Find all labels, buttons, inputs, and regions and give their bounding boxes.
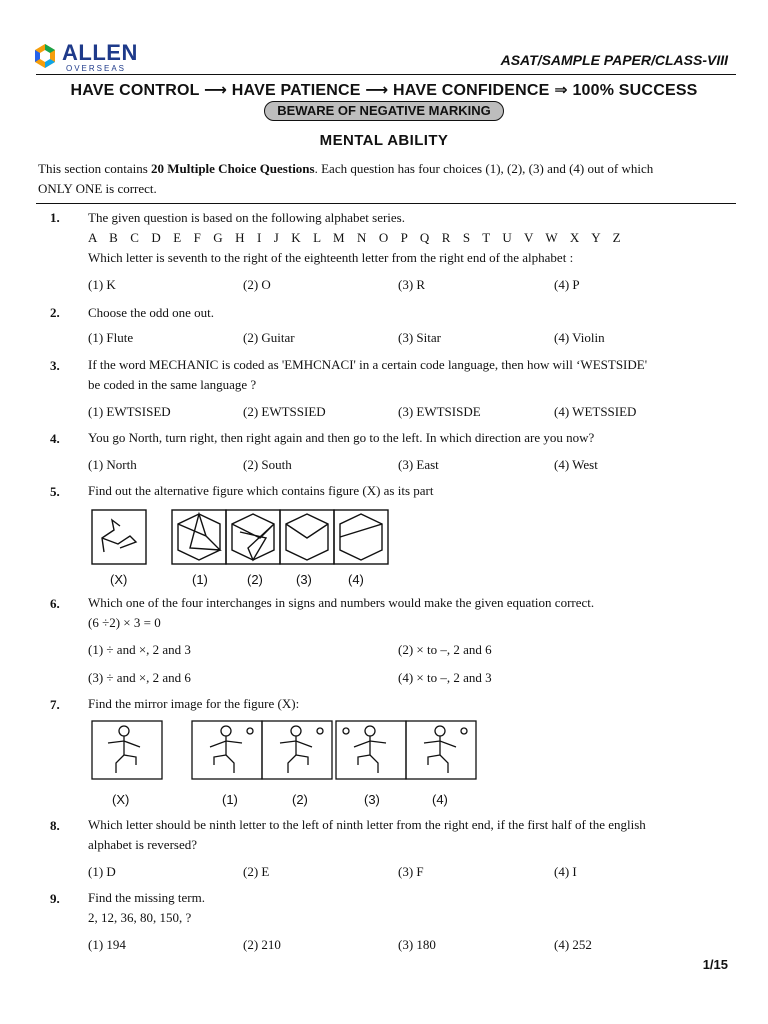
figure-option-4-box (406, 721, 476, 779)
figure-option-1-box (172, 510, 226, 564)
figure-option-1-box (192, 721, 262, 779)
figure-option-4-person (424, 726, 467, 773)
question-number: 3. (50, 358, 60, 373)
option-1: (1) 194 (88, 937, 126, 952)
badge-row (0, 101, 768, 121)
option-2: (2) O (243, 277, 271, 292)
question-number: 8. (50, 818, 60, 833)
figure-option-2-lines (232, 524, 274, 560)
figure-q5 (90, 508, 390, 566)
question-text (88, 481, 734, 501)
option-4: (4) × to –, 2 and 3 (398, 670, 492, 685)
question-number: 7. (50, 697, 60, 712)
negative-marking-badge: BEWARE OF NEGATIVE MARKING (264, 101, 504, 121)
option-1: (1) ÷ and ×, 2 and 3 (88, 642, 191, 657)
figure-x-box (92, 721, 162, 779)
option-3: (3) 180 (398, 937, 436, 952)
option-4: (4) WETSSIED (554, 404, 637, 419)
intro-divider (36, 203, 736, 204)
figure-option-4-lines (340, 524, 382, 537)
figure-option-3-lines (286, 524, 328, 538)
question-text (88, 208, 734, 268)
question-line: The given question is based on the following alphabet series. (88, 210, 405, 225)
question-line: Find the missing term. (88, 890, 205, 905)
option-3: (3) R (398, 277, 426, 292)
option-2: (2) E (243, 864, 270, 879)
figure-label: (3) (296, 572, 312, 587)
question-line: If the word MECHANIC is coded as 'EMHCNACI' in a certain code language, then how will ‘WESTSIDE' (88, 357, 648, 372)
figure-label: (X) (112, 792, 130, 807)
intro-text-1: This section contains (38, 161, 148, 176)
question-text (88, 888, 734, 928)
option-3: (3) Sitar (398, 330, 441, 345)
section-intro (38, 159, 732, 199)
option-2: (2) × to –, 2 and 6 (398, 642, 492, 657)
figure-option-1-lines (178, 514, 220, 550)
option-1: (1) D (88, 864, 116, 879)
question-line: be coded in the same language ? (88, 377, 257, 392)
intro-bold: 20 Multiple Choice Questions (151, 161, 315, 176)
question-text (88, 593, 734, 633)
question-number: 4. (50, 431, 60, 446)
option-2: (2) Guitar (243, 330, 295, 345)
question-number: 6. (50, 596, 60, 611)
alphabet-series: A B C D E F G H I J K L M N O P Q R S T U V W X Y Z (88, 230, 626, 245)
question-line: alphabet is reversed? (88, 837, 198, 852)
question-line: Find the mirror image for the figure (X): (88, 696, 300, 711)
option-1: (1) North (88, 457, 137, 472)
figure-x-box (92, 510, 146, 564)
figure-x-shape (102, 520, 120, 552)
figure-option-2-box (262, 721, 332, 779)
question-number: 1. (50, 210, 60, 225)
question-text (88, 428, 734, 448)
question-number: 5. (50, 484, 60, 499)
question-text (88, 303, 734, 323)
logo-word: ALLEN (62, 40, 138, 65)
option-3: (3) East (398, 457, 439, 472)
figure-label: (4) (348, 572, 364, 587)
option-4: (4) Violin (554, 330, 605, 345)
question-equation: (6 ÷2) × 3 = 0 (88, 615, 161, 630)
question-text (88, 355, 734, 395)
question-line: You go North, turn right, then right again and then go to the left. In which direction are you now? (88, 430, 595, 445)
option-4: (4) 252 (554, 937, 592, 952)
figure-x-person (108, 726, 140, 773)
figure-option-1-hexagon (178, 514, 220, 560)
figure-label: (X) (110, 572, 128, 587)
option-1: (1) Flute (88, 330, 134, 345)
question-text (88, 694, 734, 714)
figure-option-2-box (226, 510, 280, 564)
question-line: Which one of the four interchanges in signs and numbers would make the given equation correct. (88, 595, 595, 610)
intro-text-2: . Each question has four choices (1), (2), (3) and (4) out of which (314, 161, 654, 176)
intro-text-3: ONLY ONE is correct. (38, 181, 157, 196)
question-number: 2. (50, 305, 60, 320)
figure-label: (2) (292, 792, 308, 807)
question-number: 9. (50, 891, 60, 906)
figure-option-2-person (280, 726, 323, 773)
figure-label: (2) (247, 572, 263, 587)
option-1: (1) EWTSISED (88, 404, 171, 419)
figure-option-3-box (336, 721, 406, 779)
option-3: (3) ÷ and ×, 2 and 6 (88, 670, 191, 685)
figure-option-4-hexagon (340, 514, 382, 560)
question-line: Choose the odd one out. (88, 305, 215, 320)
option-4: (4) West (554, 457, 598, 472)
page-number: 1/15 (702, 957, 728, 972)
figure-label: (1) (192, 572, 208, 587)
allen-logo (34, 42, 154, 76)
figure-q7 (90, 719, 478, 781)
option-2: (2) EWTSSIED (243, 404, 326, 419)
section-title: MENTAL ABILITY (319, 132, 449, 149)
option-1: (1) K (88, 277, 116, 292)
question-sequence: 2, 12, 36, 80, 150, ? (88, 910, 192, 925)
option-2: (2) South (243, 457, 292, 472)
option-2: (2) 210 (243, 937, 281, 952)
figure-x-shape (102, 536, 136, 548)
question-line: Which letter is seventh to the right of the eighteenth letter from the right end of the alphabet : (88, 250, 574, 265)
figure-label: (4) (432, 792, 448, 807)
hexagon-logo-icon (34, 43, 56, 69)
option-3: (3) EWTSISDE (398, 404, 481, 419)
option-4: (4) P (554, 277, 580, 292)
figure-option-3-person (343, 726, 386, 773)
option-3: (3) F (398, 864, 424, 879)
paper-id: ASAT/SAMPLE PAPER/CLASS-VIII (500, 52, 728, 68)
figure-label: (3) (364, 792, 380, 807)
figure-option-3-hexagon (286, 514, 328, 560)
figure-option-3-box (280, 510, 334, 564)
question-text (88, 815, 734, 855)
figure-option-1-person (210, 726, 253, 773)
question-line: Find out the alternative figure which contains figure (X) as its part (88, 483, 434, 498)
logo-subtitle: OVERSEAS (66, 64, 127, 73)
option-4: (4) I (554, 864, 577, 879)
figure-option-2-hexagon (232, 514, 274, 560)
question-line: Which letter should be ninth letter to the left of ninth letter from the right end, if the first half of the english (88, 817, 646, 832)
figure-label: (1) (222, 792, 238, 807)
motto: HAVE CONTROL ⟶ HAVE PATIENCE ⟶ HAVE CONFIDENCE ⇒ 100% SUCCESS (70, 82, 698, 99)
header-divider (36, 74, 736, 75)
